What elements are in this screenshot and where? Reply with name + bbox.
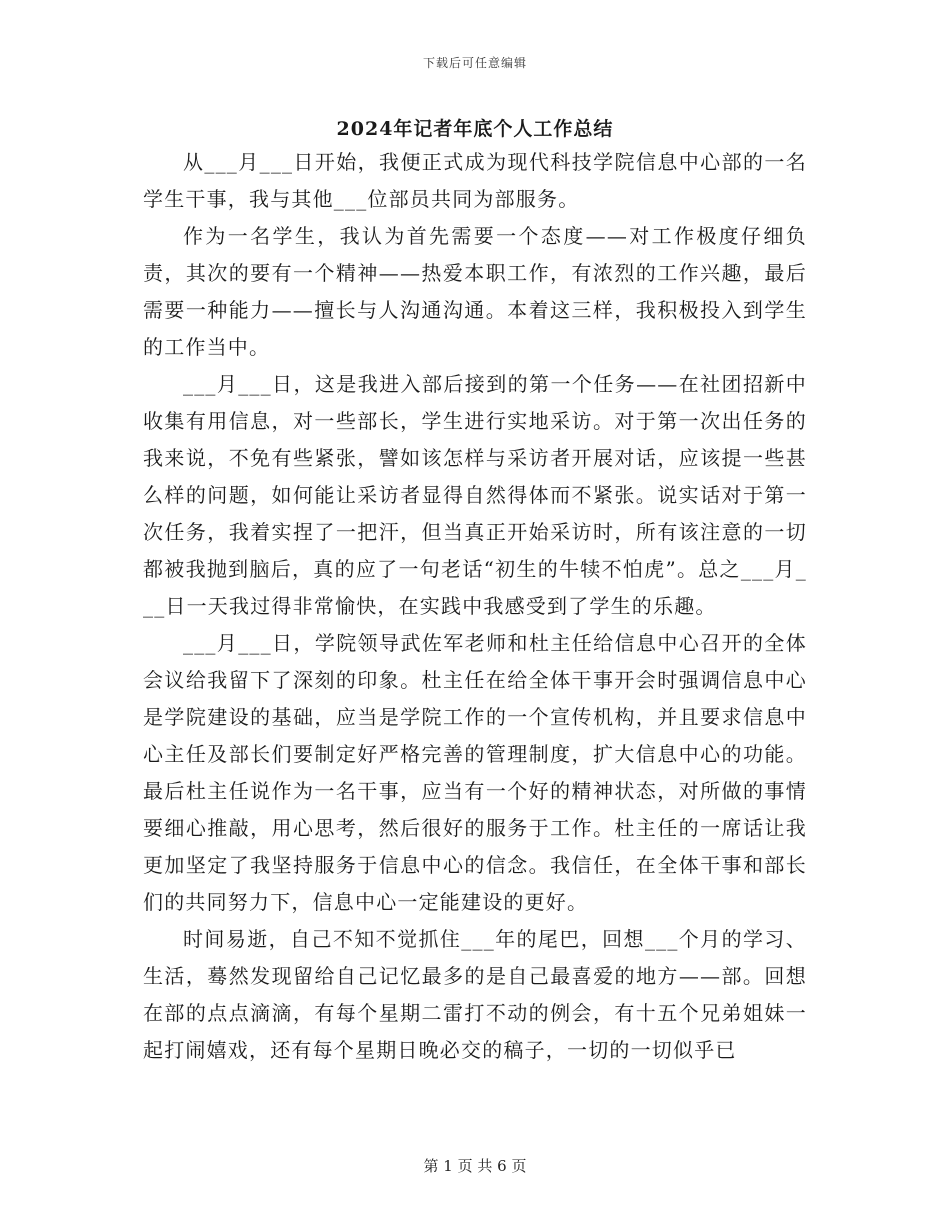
page-number-footer: 第 1 页 共 6 页: [423, 1157, 527, 1175]
paragraph-1: 从___月___日开始，我便正式成为现代科技学院信息中心部的一名学生干事，我与其他___位部员共同为部服务。: [143, 150, 807, 211]
paragraph-2: 作为一名学生，我认为首先需要一个态度——对工作极度仔细负责，其次的要有一个精神——热爱本职工作，有浓烈的工作兴趣，最后需要一种能力——擅长与人沟通沟通。本着这三样，我积极投入到学生的工作当中。: [143, 224, 807, 359]
document-title: 2024年记者年底个人工作总结: [336, 118, 614, 140]
page-header-note: 下载后可任意编辑: [422, 56, 527, 70]
paragraph-5: 时间易逝，自己不知不觉抓住___年的尾巴，回想___个月的学习、生活，蓦然发现留给自己记忆最多的是自己最喜爱的地方——部。回想在部的点点滴滴，有每个星期二雷打不动的例会，有十五个兄弟姐妹一起打闹嬉戏，还有每个星期日晚必交的稿子，一切的一切似乎已: [143, 927, 807, 1062]
document-body: [143, 144, 807, 1069]
paragraph-4: ___月___日，学院领导武佐军老师和杜主任给信息中心召开的全体会议给我留下了深刻的印象。杜主任在给全体干事开会时强调信息中心是学院建设的基础，应当是学院工作的一个宣传机构，并且要求信息中心主任及部长们要制定好严格完善的管理制度，扩大信息中心的功能。最后杜主任说作为一名干事，应当有一个好的精神状态，对所做的事情要细心推敲，用心思考，然后很好的服务于工作。杜主任的一席话让我更加坚定了我坚持服务于信息中心的信念。我信任，在全体干事和部长们的共同努力下，信息中心一定能建设的更好。: [143, 631, 807, 914]
paragraph-3: ___月___日，这是我进入部后接到的第一个任务——在社团招新中收集有用信息，对一些部长，学生进行实地采访。对于第一次出任务的我来说，不免有些紧张，譬如该怎样与采访者开展对话，应该提一些甚么样的问题，如何能让采访者显得自然得体而不紧张。说实话对于第一次任务，我着实捏了一把汗，但当真正开始采访时，所有该注意的一切都被我抛到脑后，真的应了一句老话“初生的牛犊不怕虎”。总之___月___日一天我过得非常愉快，在实践中我感受到了学生的乐趣。: [143, 372, 807, 618]
